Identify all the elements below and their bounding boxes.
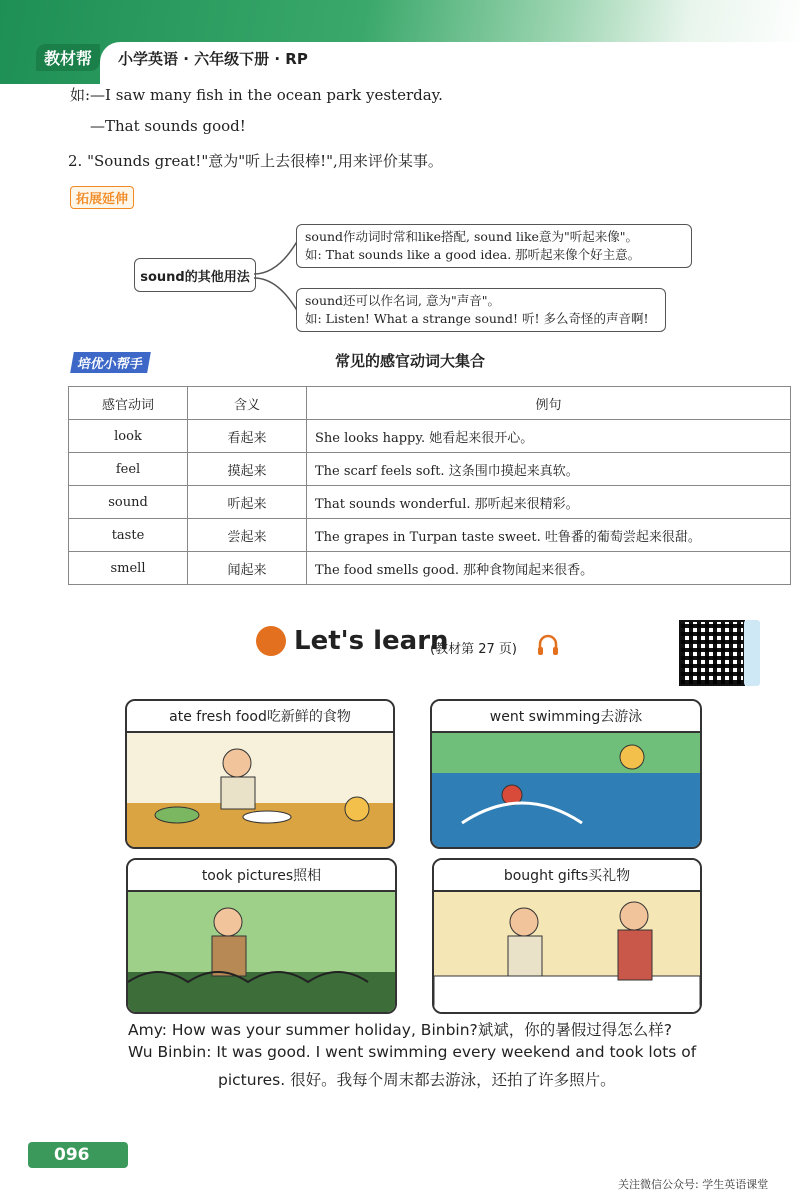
example-cell: That sounds wonderful. 那听起来很精彩。 <box>307 486 791 519</box>
meaning-cell: 闻起来 <box>188 552 307 585</box>
series-title: 小学英语 · 六年级下册 · RP <box>118 50 308 68</box>
illustration-gifts <box>434 892 700 1014</box>
example-line-2: —That sounds good! <box>90 117 246 135</box>
panel-ate-fresh-food <box>125 699 395 849</box>
point-2: 2. "Sounds great!"意为"听上去很棒!",用来评价某事。 <box>68 152 443 170</box>
illustration-eating <box>127 733 393 849</box>
sound-like-example: 如: That sounds like a good idea. 那听起来像个好主意。 <box>305 247 641 262</box>
qr-side-tab <box>744 620 760 686</box>
verb-cell: smell <box>69 552 188 585</box>
table-row <box>69 420 791 453</box>
verb-cell: feel <box>69 453 188 486</box>
meaning-cell: 尝起来 <box>188 519 307 552</box>
sound-like-box <box>296 224 692 268</box>
example-cell: The food smells good. 那种食物闻起来很香。 <box>307 552 791 585</box>
example-cell: The grapes in Turpan taste sweet. 吐鲁番的葡萄尝起来很甜。 <box>307 519 791 552</box>
panel-took-pictures <box>126 858 397 1014</box>
sound-noun-box <box>296 288 666 332</box>
verb-cell: taste <box>69 519 188 552</box>
panel-went-swimming <box>430 699 702 849</box>
lets-learn-title: Let's learn <box>294 626 449 656</box>
meaning-cell: 听起来 <box>188 486 307 519</box>
illustration-swimming <box>432 733 700 849</box>
panel-bought-gifts <box>432 858 702 1014</box>
table-title: 常见的感官动词大集合 <box>334 352 485 370</box>
header-example: 例句 <box>307 387 791 420</box>
meaning-cell: 看起来 <box>188 420 307 453</box>
header-verb: 感官动词 <box>69 387 188 420</box>
table-header-row <box>69 387 791 420</box>
dialog-line-binbin-cont: pictures. 很好。我每个周末都去游泳，还拍了许多照片。 <box>218 1071 616 1089</box>
dialog-line-amy: Amy: How was your summer holiday, Binbin?斌斌，你的暑假过得怎么样? <box>128 1021 672 1039</box>
header-meaning: 含义 <box>188 387 307 420</box>
panel-caption: ate fresh food吃新鲜的食物 <box>127 701 393 733</box>
footer-note: 关注微信公众号: 学生英语课堂 <box>618 1178 769 1191</box>
tips-tag: 培优小帮手 <box>70 352 151 373</box>
brand-badge: 教材帮 <box>36 44 100 71</box>
extension-tag: 拓展延伸 <box>70 186 134 209</box>
sound-noun-example: 如: Listen! What a strange sound! 听! 多么奇怪的声音啊! <box>305 311 649 326</box>
dialog-line-binbin: Wu Binbin: It was good. I went swimming every weekend and took lots of <box>128 1043 697 1061</box>
panel-caption: went swimming去游泳 <box>432 701 700 733</box>
table-row <box>69 552 791 585</box>
panel-caption: took pictures照相 <box>128 860 395 892</box>
table-row <box>69 453 791 486</box>
example-line-1: 如:—I saw many fish in the ocean park yesterday. <box>70 86 443 104</box>
page-number: 096 <box>28 1142 128 1168</box>
verb-cell: sound <box>69 486 188 519</box>
lets-learn-subtitle: (教材第 27 页) <box>430 642 517 657</box>
sound-usage-box: sound的其他用法 <box>134 258 256 292</box>
illustration-photos <box>128 892 395 1014</box>
verb-cell: look <box>69 420 188 453</box>
example-cell: She looks happy. 她看起来很开心。 <box>307 420 791 453</box>
sound-noun-rule: sound还可以作名词, 意为"声音"。 <box>305 293 500 308</box>
panel-caption: bought gifts买礼物 <box>434 860 700 892</box>
lets-learn-icon <box>256 626 286 656</box>
table-row <box>69 519 791 552</box>
example-cell: The scarf feels soft. 这条围巾摸起来真软。 <box>307 453 791 486</box>
table-row <box>69 486 791 519</box>
sound-like-rule: sound作动词时常和like搭配, sound like意为"听起来像"。 <box>305 229 638 244</box>
audio-headphone-icon[interactable] <box>536 632 560 658</box>
sense-verbs-table <box>68 386 791 585</box>
qr-code-icon[interactable] <box>679 620 745 686</box>
meaning-cell: 摸起来 <box>188 453 307 486</box>
